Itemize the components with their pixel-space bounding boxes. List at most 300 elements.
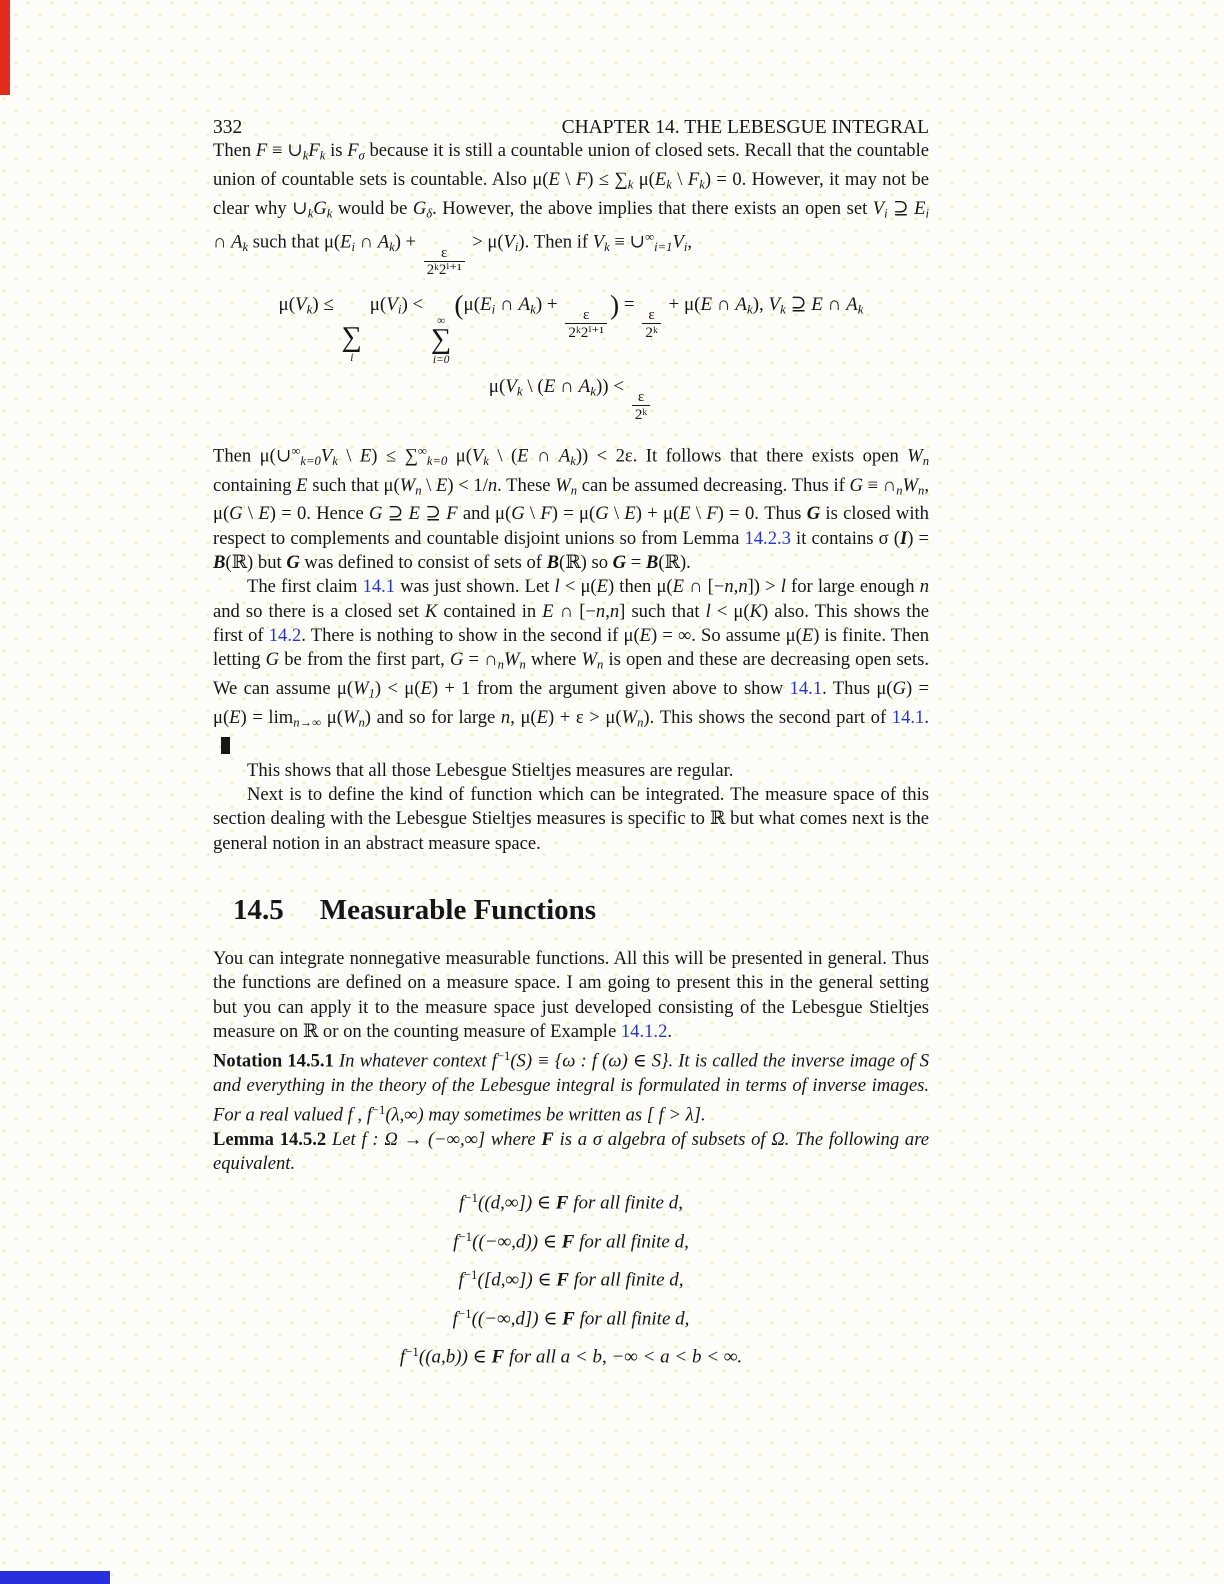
text-run: Then (213, 140, 256, 161)
text-run: ) = lim (240, 706, 294, 728)
text-run: ) = (907, 527, 930, 549)
text-run: ∞ (291, 444, 301, 459)
text-run: ((a,b)) ∈ (418, 1346, 492, 1368)
text-run: A (231, 231, 243, 253)
page-number: 332 (213, 117, 243, 138)
text-run: i (925, 206, 930, 221)
text-run: Then μ(∪ (213, 445, 292, 467)
text-run: , (687, 231, 692, 253)
text-run: μ( (463, 293, 481, 315)
text-run: k (780, 301, 786, 317)
text-run: ) + (394, 231, 421, 253)
text-run: μ( (321, 706, 343, 728)
text-run: < μ( (710, 600, 750, 622)
text-run: where (525, 649, 582, 671)
text-run: = (619, 293, 640, 315)
text-run: was defined to consist of sets of (299, 551, 547, 573)
ref-link[interactable]: 14.2 (268, 624, 302, 646)
text-run: G (892, 677, 906, 699)
text-run: k=0 (300, 454, 321, 469)
text-run: −1 (463, 1267, 478, 1283)
text-run: ⊇ (382, 503, 409, 525)
text-run: E (408, 503, 421, 525)
text-run: E (624, 503, 636, 525)
text-run: \ ( (488, 445, 518, 467)
text-run: f (452, 1308, 458, 1330)
text-run: A (578, 376, 591, 398)
text-run: ) + ε > μ( (547, 706, 622, 728)
lemma-eq-1 (213, 1190, 929, 1214)
text-run: n (738, 576, 748, 598)
text-run: . (667, 1020, 673, 1042)
text-run: ). Then if (518, 231, 593, 253)
text-run: I (899, 527, 908, 549)
text-run: ) = 0. However, it may not be clear why ∪ (213, 168, 930, 219)
text-run: ⊇ (785, 293, 812, 315)
text-run: G (313, 197, 327, 219)
text-run: = (626, 551, 646, 573)
text-run: Let f : Ω → (−∞,∞] where (326, 1128, 542, 1150)
text-run: W (902, 474, 919, 496)
text-run: K (749, 600, 762, 622)
text-run: E (517, 445, 529, 467)
text-run: μ( (488, 376, 506, 398)
text-run: n (487, 474, 498, 496)
text-run: W (555, 474, 571, 496)
text-run: E (436, 474, 448, 496)
text-run: \ (242, 503, 259, 525)
text-run: G (265, 649, 280, 671)
notation-14-5-1 (213, 1044, 929, 1128)
text-run: n (609, 600, 620, 622)
lemma-eq-5 (213, 1344, 929, 1368)
text-run: f (453, 1231, 459, 1253)
text-run: σ (358, 148, 365, 163)
text-run: i (351, 240, 355, 255)
text-run: i (514, 240, 519, 255)
text-run: \ (337, 445, 360, 467)
text-run: F (541, 1128, 554, 1150)
text-run: (ℝ) so (559, 551, 613, 573)
text-run: k (590, 383, 596, 399)
text-run: and μ( (457, 503, 512, 525)
text-run: E (672, 576, 684, 598)
para-next-define (213, 783, 929, 856)
text-run: k (332, 454, 338, 469)
text-run: ) < μ( (374, 677, 421, 699)
text-run: ) = μ( (551, 503, 596, 525)
text-run: (ℝ) but (225, 551, 287, 573)
text-run: ) = ∞. So assume μ( (651, 624, 802, 646)
text-run: k (306, 301, 313, 317)
ref-link[interactable]: 14.1 (891, 706, 925, 728)
text-run: i (491, 301, 496, 317)
text-run: ∩ (355, 231, 378, 253)
text-run: . However, the above implies that there exists an open set (432, 197, 873, 219)
big-operator: ∞ ∑ i=0 (431, 315, 452, 366)
text-run: F (446, 503, 458, 525)
text-run: ) ≤ ∑ (587, 168, 628, 190)
text-run: k (627, 177, 634, 192)
text-run: ) = 0. Hence (269, 503, 370, 525)
text-run: such that μ( (248, 231, 341, 253)
text-run: G (849, 474, 863, 496)
text-run: W (621, 706, 638, 728)
para-first-claim (213, 575, 929, 759)
lemma-eq-2 (213, 1229, 929, 1253)
text-run: −1 (464, 1190, 479, 1206)
lemma-14-5-2 (213, 1128, 929, 1177)
text-run: E (542, 600, 554, 622)
text-run: ∩ (822, 293, 847, 315)
lemma-eq-3 (213, 1267, 929, 1291)
page-content (213, 0, 929, 1383)
text-run: n (415, 483, 422, 498)
text-run: containing (213, 474, 297, 496)
text-run: F (575, 168, 588, 190)
text-run: F (706, 503, 718, 525)
text-run: ). This shows the second part of (643, 706, 892, 728)
text-run: n→∞ (293, 715, 322, 730)
text-run: k=0 (426, 454, 448, 469)
text-run: G (612, 551, 627, 573)
text-run: was just shown. Let (395, 576, 555, 598)
text-run: ) then μ( (607, 576, 673, 598)
text-run: for all finite d, (574, 1231, 689, 1253)
text-run: V (672, 231, 684, 253)
text-run: n (919, 576, 929, 598)
fraction: $\frac{\varepsilon}{\text{2ᵏ2ⁱ⁺¹}}$ (424, 246, 465, 279)
text-run: . There is nothing to show in the second if μ( (301, 624, 640, 646)
text-run: is a σ algebra of subsets of Ω. The following are equivalent. (213, 1128, 929, 1175)
text-run: k (319, 148, 326, 163)
text-run: ) + 1 from the argument given above to show (431, 677, 790, 699)
text-run: ( (454, 288, 464, 320)
text-run: l (554, 576, 560, 598)
text-run: n (596, 657, 604, 672)
text-run: −1 (496, 1049, 511, 1064)
text-run: k (699, 177, 705, 192)
text-run: k (516, 383, 523, 399)
text-run: ) also. This shows the first of (213, 600, 930, 646)
text-run: A (735, 293, 747, 315)
text-run: , (733, 576, 739, 598)
text-run: E (420, 677, 432, 699)
text-run: This shows that all those Lebesgue Stieltjes measures are regular. (247, 759, 734, 781)
text-run: i (884, 206, 888, 221)
text-run: V (872, 197, 885, 219)
text-run: F (555, 1192, 569, 1214)
text-run: A (558, 445, 571, 467)
text-run: is open and these are decreasing open sets. We can assume μ( (213, 649, 929, 699)
text-run: V (471, 445, 484, 467)
display-equation-1 (213, 288, 929, 366)
text-run: W (353, 677, 369, 699)
text-run: l (780, 576, 786, 598)
text-run: k (483, 454, 489, 469)
text-run: μ( (633, 168, 655, 190)
text-run: k (389, 240, 395, 255)
text-run: E (543, 376, 556, 398)
text-run: E (258, 503, 270, 525)
fraction: $\frac{\varepsilon}{\text{2ᵏ}}$ (632, 389, 650, 423)
text-run: μ( (447, 445, 472, 467)
text-run: G (511, 503, 525, 525)
text-run: (ℝ). (658, 551, 691, 573)
text-run: ⊇ (420, 503, 447, 525)
text-run: E (654, 168, 667, 190)
fraction: $\frac{\varepsilon}{\text{2ᵏ}}$ (642, 307, 660, 341)
text-run: )) < 2ε. It follows that there exists open (575, 445, 908, 467)
text-run: . Thus μ( (822, 677, 893, 699)
text-run: and so there is a closed set (213, 600, 425, 622)
para-f-sigma (213, 139, 929, 279)
text-run: ∞ (645, 230, 655, 245)
text-run: i (683, 240, 688, 255)
text-run: n (595, 600, 606, 622)
ref-link[interactable]: 14.1.2 (620, 1020, 668, 1042)
para-integrate (213, 947, 929, 1044)
text-run: k (570, 454, 576, 469)
text-run: −1 (457, 1305, 472, 1321)
text-run: V (320, 445, 333, 467)
text-run: ) (609, 288, 620, 320)
text-run: n (637, 715, 644, 730)
text-run: F (308, 140, 320, 161)
text-run: , μ( (213, 474, 929, 525)
text-run: V (295, 293, 307, 315)
text-run: l (705, 600, 711, 622)
text-run: ∞ (417, 444, 427, 459)
text-run: < μ( (559, 576, 597, 598)
text-run: E (801, 624, 814, 646)
section-heading (233, 894, 929, 927)
text-run: G (229, 503, 243, 525)
text-run: ∩ (495, 293, 519, 315)
text-run: Notation 14.5.1 (213, 1050, 334, 1072)
text-run: n (724, 576, 734, 598)
text-run: G (449, 649, 464, 671)
text-run: k (530, 301, 536, 317)
ref-link[interactable]: 14.1 (789, 677, 823, 699)
text-run: ) + (535, 293, 563, 315)
text-run: ≡ ∪ (267, 140, 303, 161)
text-run: You can integrate nonnegative measurable functions. All this will be presented in general. Thus the functions are defined on a measure space. I am going to present this in the general setting but you can apply it to the measure space just developed consisting of the Lebesgue Stieltjes measure on ℝ or on the counting measure of Example (213, 948, 929, 1042)
text-run: \ ( (522, 376, 544, 398)
ref-link[interactable]: 14.2.3 (744, 527, 791, 549)
text-run: is (325, 140, 348, 161)
text-run: + μ( (663, 293, 701, 315)
lemma-equation-list (213, 1190, 929, 1368)
text-run: be from the first part, (279, 649, 450, 671)
text-run: n (497, 657, 504, 672)
text-run: Next is to define the kind of function which can be integrated. The measure space of this section dealing with the Lebesgue Stieltjes measures is specific to ℝ but what comes next is the general notion in an abstract measure space. (213, 784, 929, 854)
text-run: F (561, 1231, 575, 1253)
text-run: k (604, 240, 610, 255)
text-run: n (519, 657, 526, 672)
text-run: E (679, 503, 691, 525)
text-run: ) = μ( (213, 677, 929, 728)
text-run: −1 (405, 1344, 419, 1360)
text-run: δ (426, 206, 433, 221)
text-run: B (546, 551, 559, 573)
text-run: n (918, 483, 925, 498)
text-run: k (302, 148, 309, 163)
text-run: > μ( (467, 231, 504, 253)
text-run: V (386, 293, 398, 315)
text-run: n (570, 483, 578, 498)
text-run: E (811, 293, 823, 315)
text-run: V (592, 231, 605, 253)
text-run: ∩ (213, 231, 232, 253)
text-run: because it is still a countable union of closed sets. Recall that the countable union of countable sets is countable. Also μ( (213, 140, 929, 190)
text-run: k (242, 240, 249, 255)
text-run: 1 (368, 686, 375, 701)
text-run: \ (421, 474, 437, 496)
text-run: F (562, 1308, 575, 1330)
text-run: ∩ (528, 445, 559, 467)
text-run: ) < 1/ (447, 474, 488, 496)
text-run: ∩ [− (553, 600, 596, 622)
text-run: is closed with respect to complements and countable disjoint unions so from Lemma (213, 503, 929, 549)
text-run: In whatever context f (333, 1050, 497, 1072)
text-run: k (326, 206, 333, 221)
text-run: E (229, 706, 241, 728)
text-run: ) = 0. Thus (717, 503, 807, 525)
text-run: ) ≤ ∑ (371, 445, 418, 467)
running-header (213, 117, 929, 139)
text-run: . These (497, 474, 556, 496)
text-run: −1 (458, 1228, 473, 1244)
text-run: for all finite d, (574, 1308, 690, 1330)
text-run: V (503, 231, 515, 253)
text-run: ≡ ∩ (862, 474, 897, 496)
text-run: B (213, 551, 226, 573)
text-run: contained in (437, 600, 543, 622)
text-run: ∩ (712, 293, 736, 315)
text-run: E (596, 576, 608, 598)
text-run: μ( (278, 293, 296, 315)
text-run: E (914, 197, 926, 219)
text-run: F (255, 140, 268, 161)
para-wn-decreasing (213, 439, 929, 575)
text-run: (λ,∞) may sometimes be written as [ f > λ]. (385, 1104, 706, 1126)
text-run: G (595, 503, 609, 525)
text-run: for large enough (785, 576, 920, 598)
text-run: , μ( (510, 706, 537, 728)
text-run: = ∩ (463, 649, 498, 671)
text-run: E (639, 624, 652, 646)
text-run: ((−∞,d)) ∈ (472, 1231, 562, 1253)
text-run: ] such that (619, 600, 706, 622)
text-run: ⊇ (887, 197, 915, 219)
text-run: ) is finite. Then letting (213, 624, 929, 671)
text-run: G (412, 197, 427, 219)
text-run: ∩ [− (683, 576, 725, 598)
big-operator: ∑ i (341, 322, 362, 364)
text-run: \ (524, 503, 541, 525)
text-run: \ (559, 168, 576, 190)
text-run: G (286, 551, 300, 573)
text-run: ∩ (555, 376, 579, 398)
text-run: \ (671, 168, 688, 190)
para-regular (213, 759, 929, 783)
text-run: B (645, 551, 659, 573)
text-run: V (505, 376, 517, 398)
text-run: F (491, 1346, 505, 1368)
text-run: E (536, 706, 548, 728)
text-run: W (342, 706, 359, 728)
text-run: ) + μ( (635, 503, 680, 525)
text-run: . (924, 706, 929, 728)
text-run: for all finite d, (568, 1192, 683, 1214)
text-run: F (687, 168, 700, 190)
text-run: K (424, 600, 438, 622)
text-run: E (700, 293, 713, 315)
text-run: for all a < b, −∞ < a < b < ∞. (504, 1346, 743, 1368)
text-run: ((−∞,d]) ∈ (471, 1308, 563, 1330)
text-run: W (907, 445, 923, 467)
text-run: ((d,∞]) ∈ (478, 1192, 556, 1214)
text-run: n (922, 454, 930, 469)
text-run: The first claim (247, 576, 363, 598)
text-run: f (459, 1192, 465, 1214)
text-run: \ (608, 503, 625, 525)
text-run: E (340, 231, 352, 253)
text-run: ), (752, 293, 769, 315)
qed-box (221, 737, 230, 754)
text-run: ([d,∞]) ∈ (477, 1269, 557, 1291)
text-run: k (307, 206, 314, 221)
text-run: , (605, 600, 610, 622)
text-run: it contains σ ( (790, 527, 900, 549)
text-run: such that μ( (307, 474, 400, 496)
text-run: F (540, 503, 552, 525)
text-run: A (377, 231, 390, 253)
text-run: (S) ≡ {ω : f (ω) ∈ S}. It is called the inverse image of S and everything in the theory of the Lebesgue integral is formulated in terms of inverse images. For a real valued f , f (213, 1050, 929, 1126)
text-run: W (399, 474, 416, 496)
text-run: W (581, 649, 597, 671)
text-run: would be (332, 197, 413, 219)
text-run: can be assumed decreasing. Thus if (577, 474, 850, 496)
display-equation-2 (213, 376, 929, 423)
text-run: ]) > (747, 576, 781, 598)
text-run: k (857, 301, 864, 317)
text-run: f (458, 1269, 464, 1291)
text-run: A (846, 293, 858, 315)
text-run: \ (690, 503, 707, 525)
text-run: n (358, 715, 365, 730)
text-run: E (359, 445, 372, 467)
ref-link[interactable]: 14.1 (362, 576, 396, 598)
text-run: f (399, 1346, 406, 1368)
text-run: ) and so for large (364, 706, 501, 728)
text-run: G (806, 503, 821, 525)
text-run: k (746, 301, 753, 317)
text-run: n (500, 706, 511, 728)
text-run: Lemma 14.5.2 (213, 1128, 327, 1150)
text-run: E (296, 474, 308, 496)
text-run: ≡ ∪ (609, 231, 646, 253)
section-title: Measurable Functions (319, 894, 597, 927)
text-run: for all finite d, (568, 1269, 684, 1291)
lemma-eq-4 (213, 1306, 929, 1330)
chapter-header: CHAPTER 14. THE LEBESGUE INTEGRAL (561, 117, 929, 138)
scan-artifact-blue-bar (0, 1571, 110, 1584)
text-run: G (369, 503, 383, 525)
text-run: μ( (364, 293, 387, 315)
text-run: F (347, 140, 359, 161)
